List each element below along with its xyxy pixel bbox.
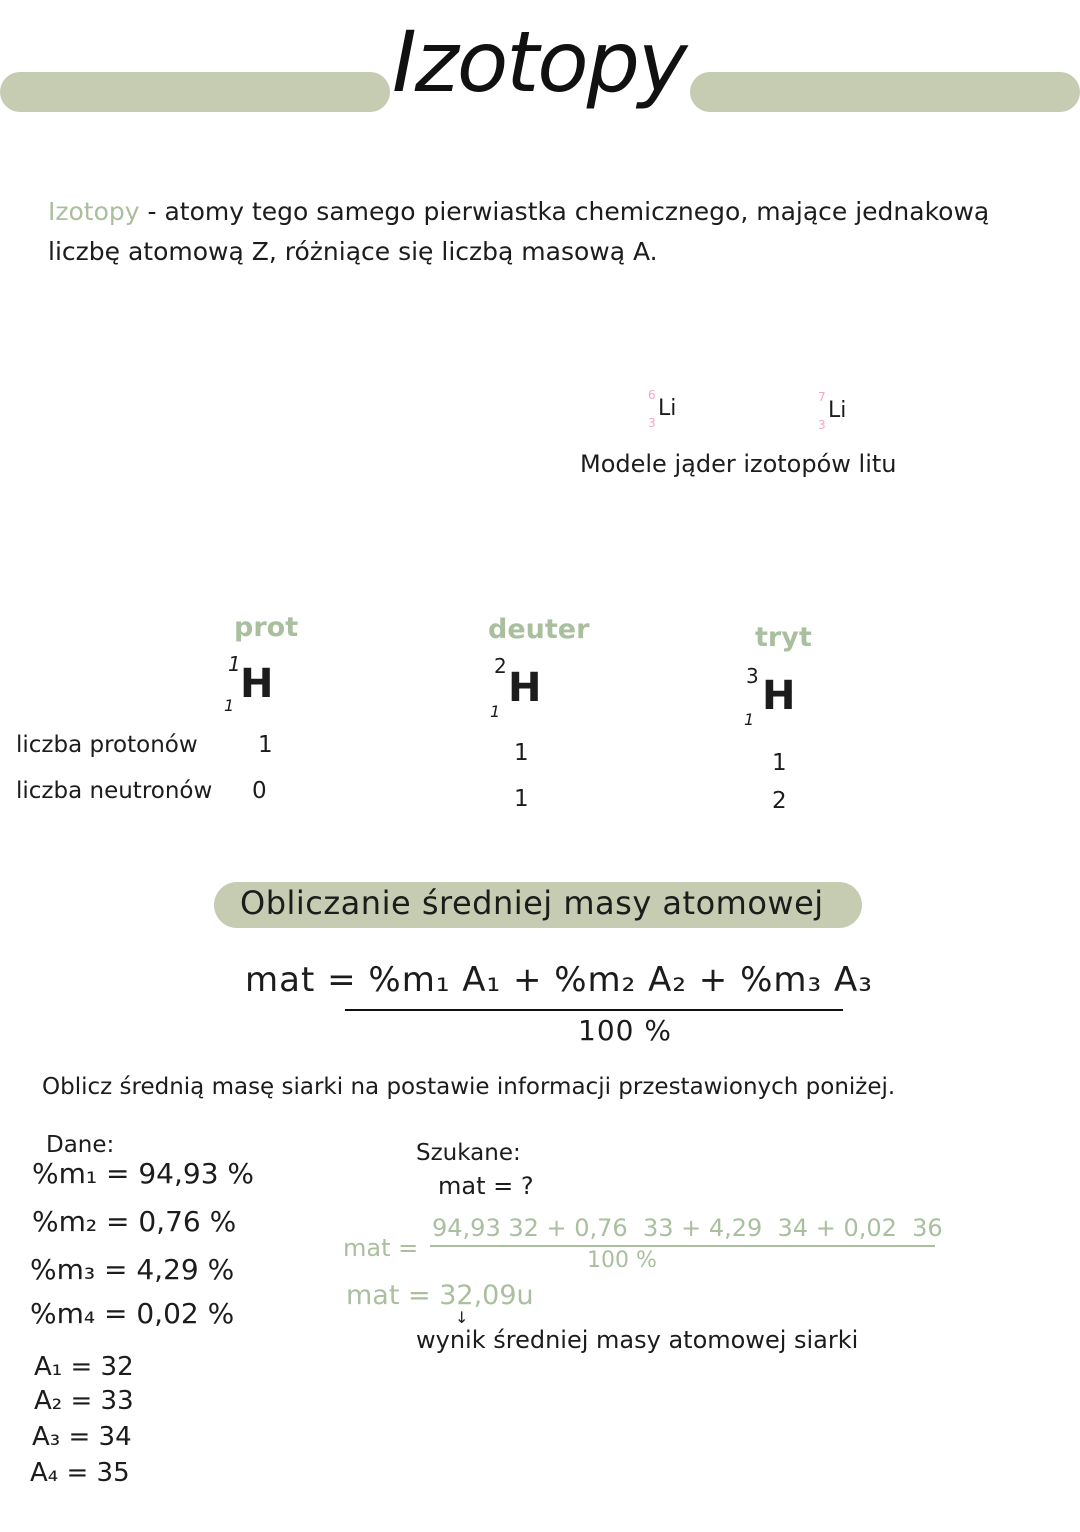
calc-numerator: 94,93 32 + 0,76 33 + 4,29 34 + 0,02 36	[432, 1214, 943, 1242]
calc-denominator: 100 %	[587, 1248, 657, 1273]
tryt-z: 1	[744, 710, 755, 729]
given-item-5: A₁ = 32	[34, 1352, 134, 1382]
deuter-protons: 1	[514, 740, 529, 766]
prot-z: 1	[224, 696, 235, 715]
result-label: wynik średniej masy atomowej siarki	[416, 1326, 859, 1354]
li6-symbol: Li	[658, 396, 677, 421]
deuter-z: 1	[490, 702, 501, 721]
prot-mass: 1	[228, 652, 241, 676]
li6-mass: 6	[648, 388, 656, 402]
definition-dash: -	[139, 197, 165, 226]
header-bar-left	[0, 72, 390, 112]
lithium-caption: Modele jąder izotopów litu	[580, 450, 897, 478]
definition	[48, 192, 1048, 272]
isotope-name-tryt: tryt	[755, 622, 812, 653]
li7-symbol: Li	[828, 398, 847, 423]
exercise-task: Oblicz średnią masę siarki na postawie informacji przestawionych poniżej.	[42, 1074, 896, 1100]
formula-fraction-line	[345, 1009, 843, 1011]
arrow-down-icon: ↓	[455, 1308, 469, 1327]
given-item-6: A₂ = 33	[34, 1386, 134, 1416]
formula-numerator: mat = %m₁ A₁ + %m₂ A₂ + %m₃ A₃	[245, 960, 873, 1000]
given-item-3: %m₃ = 4,29 %	[30, 1253, 235, 1286]
given-item-2: %m₂ = 0,76 %	[32, 1205, 237, 1238]
given-item-8: A₄ = 35	[30, 1458, 130, 1488]
definition-line2: liczbę atomową Z, różniące się liczbą masową A.	[48, 237, 658, 266]
lithium-isotope-7	[818, 390, 858, 436]
page-title: Izotopy	[392, 13, 686, 111]
given-item-4: %m₄ = 0,02 %	[30, 1297, 235, 1330]
tryt-symbol: H	[762, 673, 796, 719]
isotope-name-deuter: deuter	[488, 614, 590, 645]
tryt-protons: 1	[772, 750, 787, 776]
given-item-1: %m₁ = 94,93 %	[32, 1157, 255, 1190]
sought-header: Szukane:	[416, 1140, 521, 1166]
li6-z: 3	[648, 416, 656, 430]
lithium-isotope-6	[648, 388, 688, 434]
given-header: Dane:	[46, 1132, 115, 1158]
prot-protons: 1	[258, 732, 273, 758]
calc-fraction-line	[430, 1245, 935, 1247]
calc-prefix: mat =	[343, 1234, 419, 1262]
definition-line1: atomy tego samego pierwiastka chemicznego, mające jednakową	[164, 197, 990, 226]
section-heading: Obliczanie średniej masy atomowej	[240, 884, 824, 922]
sought-value: mat = ?	[438, 1172, 534, 1200]
deuter-symbol: H	[508, 665, 542, 711]
header-bar-right	[690, 72, 1080, 112]
formula-denominator: 100 %	[578, 1014, 672, 1047]
row-label-neutrons: liczba neutronów	[16, 778, 213, 804]
prot-neutrons: 0	[252, 778, 267, 804]
given-item-7: A₃ = 34	[32, 1422, 132, 1452]
tryt-neutrons: 2	[772, 788, 787, 814]
li7-z: 3	[818, 418, 826, 432]
calc-result: mat = 32,09u	[346, 1280, 534, 1311]
li7-mass: 7	[818, 390, 826, 404]
deuter-mass: 2	[494, 654, 507, 678]
prot-symbol: H	[240, 661, 274, 707]
tryt-mass: 3	[746, 664, 759, 688]
row-label-protons: liczba protonów	[16, 732, 198, 758]
isotope-name-prot: prot	[234, 612, 299, 643]
definition-term: Izotopy	[48, 197, 140, 226]
deuter-neutrons: 1	[514, 786, 529, 812]
